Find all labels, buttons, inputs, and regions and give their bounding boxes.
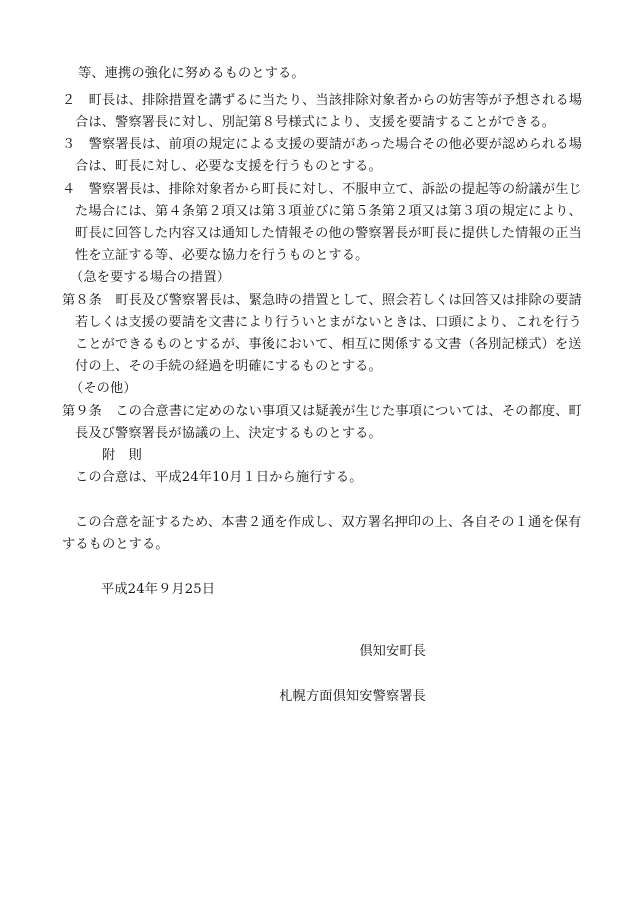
- text-line: 等、連携の強化に努めるものとする。: [78, 66, 305, 81]
- text-line: 合は、警察署長に対し、別記第８号様式により、支援を要請することができる。: [75, 115, 556, 130]
- text-line: 長及び警察署長が協議の上、決定するものとする。: [75, 426, 382, 441]
- supplementary-heading: 附 則: [102, 448, 143, 463]
- text-line: 第９条 この合意書に定めのない事項又は疑義が生じた事項については、その都度、町: [62, 404, 582, 419]
- text-line: 付の上、その手続の経過を明確にするものとする。: [75, 359, 382, 374]
- text-line: ことができるものとするが、事後において、相互に関係する文書（各別記様式）を送: [75, 337, 582, 352]
- signatory-police-chief: 札幌方面倶知安警察署長: [279, 689, 426, 704]
- text-line: 町長に回答した内容又は通知した情報その他の警察署長が町長に提供した情報の正当: [75, 226, 582, 241]
- text-line: 第８条 町長及び警察署長は、緊急時の措置として、照会若しくは回答又は排除の要請: [62, 293, 582, 308]
- signatory-town-mayor: 倶知安町長: [359, 644, 426, 659]
- signing-date: 平成24年９月25日: [101, 582, 216, 597]
- text-line: するものとする。: [62, 537, 169, 552]
- text-line: 合は、町長に対し、必要な支援を行うものとする。: [75, 159, 382, 174]
- text-line: この合意を証するため、本書２通を作成し、双方署名押印の上、各自その１通を保有: [75, 515, 582, 530]
- section-heading: （急を要する場合の措置）: [70, 270, 231, 285]
- text-line: ３ 警察署長は、前項の規定による支援の要請があった場合その他必要が認められる場: [62, 137, 583, 152]
- text-line: 性を立証する等、必要な協力を行うものとする。: [75, 248, 369, 263]
- section-heading: （その他）: [70, 381, 137, 396]
- text-line: この合意は、平成24年10月１日から施行する。: [75, 470, 363, 485]
- text-line: た場合には、第４条第２項又は第３項並びに第５条第２項又は第３項の規定により、: [75, 204, 582, 219]
- text-line: ２ 町長は、排除措置を講ずるに当たり、当該排除対象者からの妨害等が予想される場: [62, 93, 583, 108]
- text-line: ４ 警察署長は、排除対象者から町長に対し、不服申立て、訴訟の提起等の紛議が生じ: [62, 182, 582, 197]
- text-line: 若しくは支援の要請を文書により行ういとまがないときは、口頭により、これを行う: [75, 315, 582, 330]
